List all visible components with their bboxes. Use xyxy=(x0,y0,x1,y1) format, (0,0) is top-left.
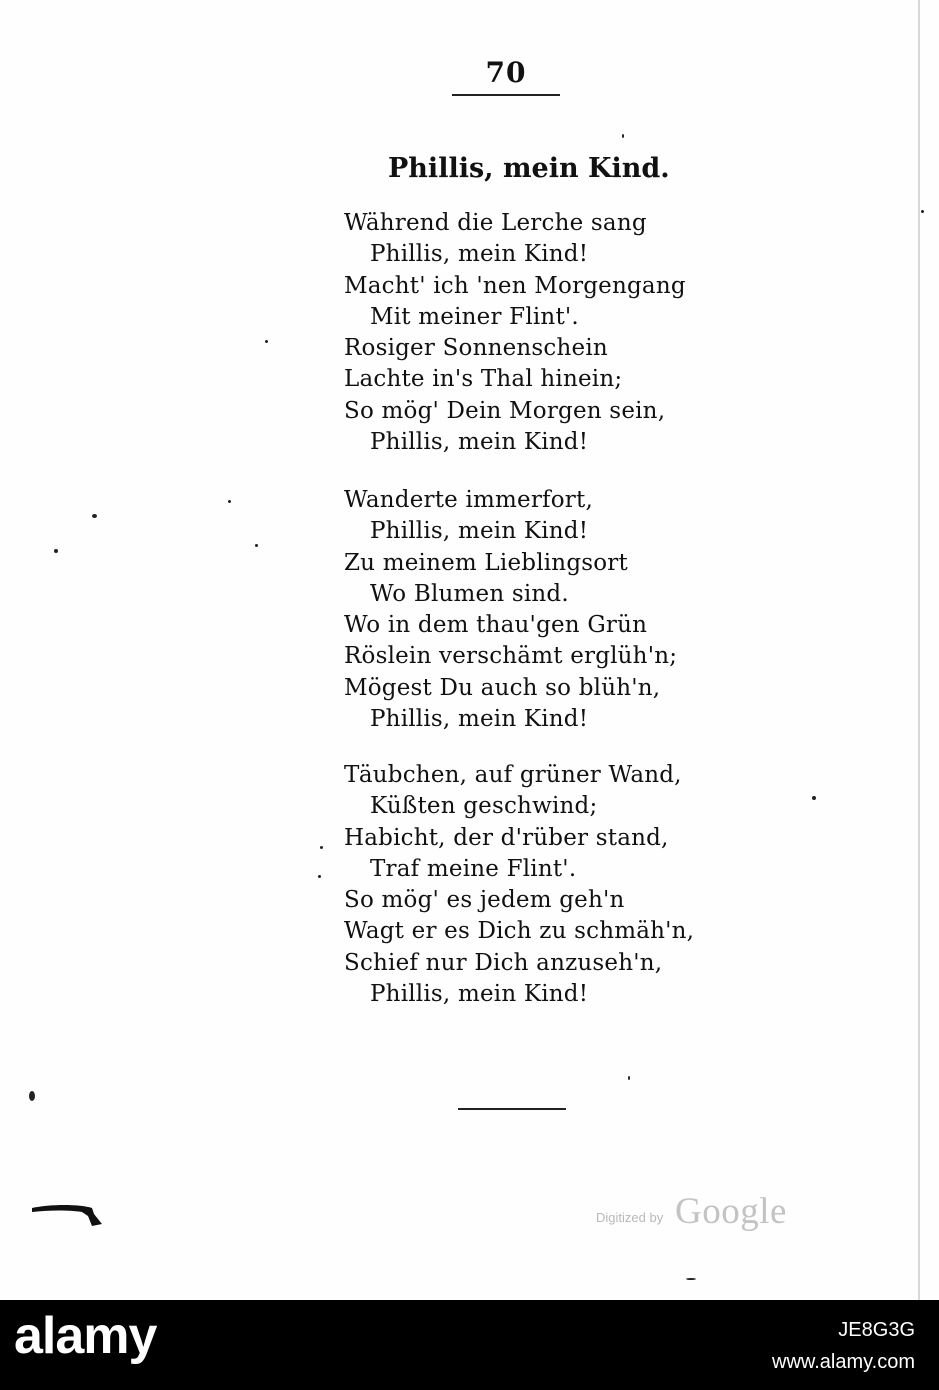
scan-speck xyxy=(228,500,231,503)
stanza-1 xyxy=(344,208,684,458)
poem-line: Küßten geschwind; xyxy=(370,793,598,820)
poem-line: Während die Lerche sang xyxy=(344,210,647,236)
scan-speck xyxy=(921,210,924,213)
scan-speck xyxy=(54,549,58,553)
stanza-3 xyxy=(344,760,695,1010)
poem-line: Lachte in's Thal hinein; xyxy=(344,366,623,393)
scan-speck xyxy=(265,340,268,343)
poem-line: Zu meinem Lieblingsort xyxy=(344,549,628,576)
scan-speck xyxy=(622,134,624,138)
poem-line: So mög' es jedem geh'n xyxy=(344,887,625,914)
poem-line: Phillis, mein Kind! xyxy=(370,981,589,1008)
page-number: 70 xyxy=(485,56,527,89)
poem-line: Phillis, mein Kind! xyxy=(370,429,589,456)
scan-speck xyxy=(812,796,816,800)
scan-speck xyxy=(255,544,258,547)
scan-speck xyxy=(320,846,323,849)
poem-line: Traf meine Flint'. xyxy=(370,855,577,882)
poem-line: Mit meiner Flint'. xyxy=(370,303,579,330)
poem-line: Habicht, der d'rüber stand, xyxy=(344,824,669,851)
scan-corner-mark xyxy=(30,1200,102,1228)
site-url: www.alamy.com xyxy=(772,1351,915,1373)
scan-speck xyxy=(686,1278,696,1280)
poem-line: Rosiger Sonnenschein xyxy=(344,335,608,362)
stock-footer-bar xyxy=(0,1300,939,1390)
poem-line: Wagt er es Dich zu schmäh'n, xyxy=(344,918,695,945)
watermark-brand: Google xyxy=(675,1191,787,1232)
scan-speck xyxy=(29,1091,35,1101)
poem-line: Wo in dem thau'gen Grün xyxy=(344,612,648,639)
end-rule xyxy=(458,1108,566,1110)
scan-speck xyxy=(628,1076,630,1080)
poem-line: Phillis, mein Kind! xyxy=(370,241,589,268)
poem-title: Phillis, mein Kind. xyxy=(388,153,670,184)
page-number-rule xyxy=(452,94,560,96)
stanza-2 xyxy=(344,485,684,735)
alamy-logo: alamy xyxy=(14,1307,157,1365)
poem-line: Phillis, mein Kind! xyxy=(370,518,589,545)
poem-line: Wo Blumen sind. xyxy=(370,580,569,607)
image-id: JE8G3G xyxy=(838,1319,915,1341)
poem-line: Wanderte immerfort, xyxy=(344,487,593,513)
scan-speck xyxy=(92,514,97,518)
poem-line: Röslein verschämt erglüh'n; xyxy=(344,643,678,670)
poem-line: Täubchen, auf grüner Wand, xyxy=(344,762,682,788)
poem-line: Mögest Du auch so blüh'n, xyxy=(344,674,661,701)
poem-line: Schief nur Dich anzuseh'n, xyxy=(344,949,663,976)
poem-line: Macht' ich 'nen Morgengang xyxy=(344,272,686,299)
watermark-prefix: Digitized by xyxy=(596,1210,664,1225)
poem-line: So mög' Dein Morgen sein, xyxy=(344,397,666,424)
google-watermark xyxy=(596,1190,796,1234)
scan-speck xyxy=(318,875,321,878)
poem-line: Phillis, mein Kind! xyxy=(370,706,589,733)
page-edge-line xyxy=(918,0,920,1300)
